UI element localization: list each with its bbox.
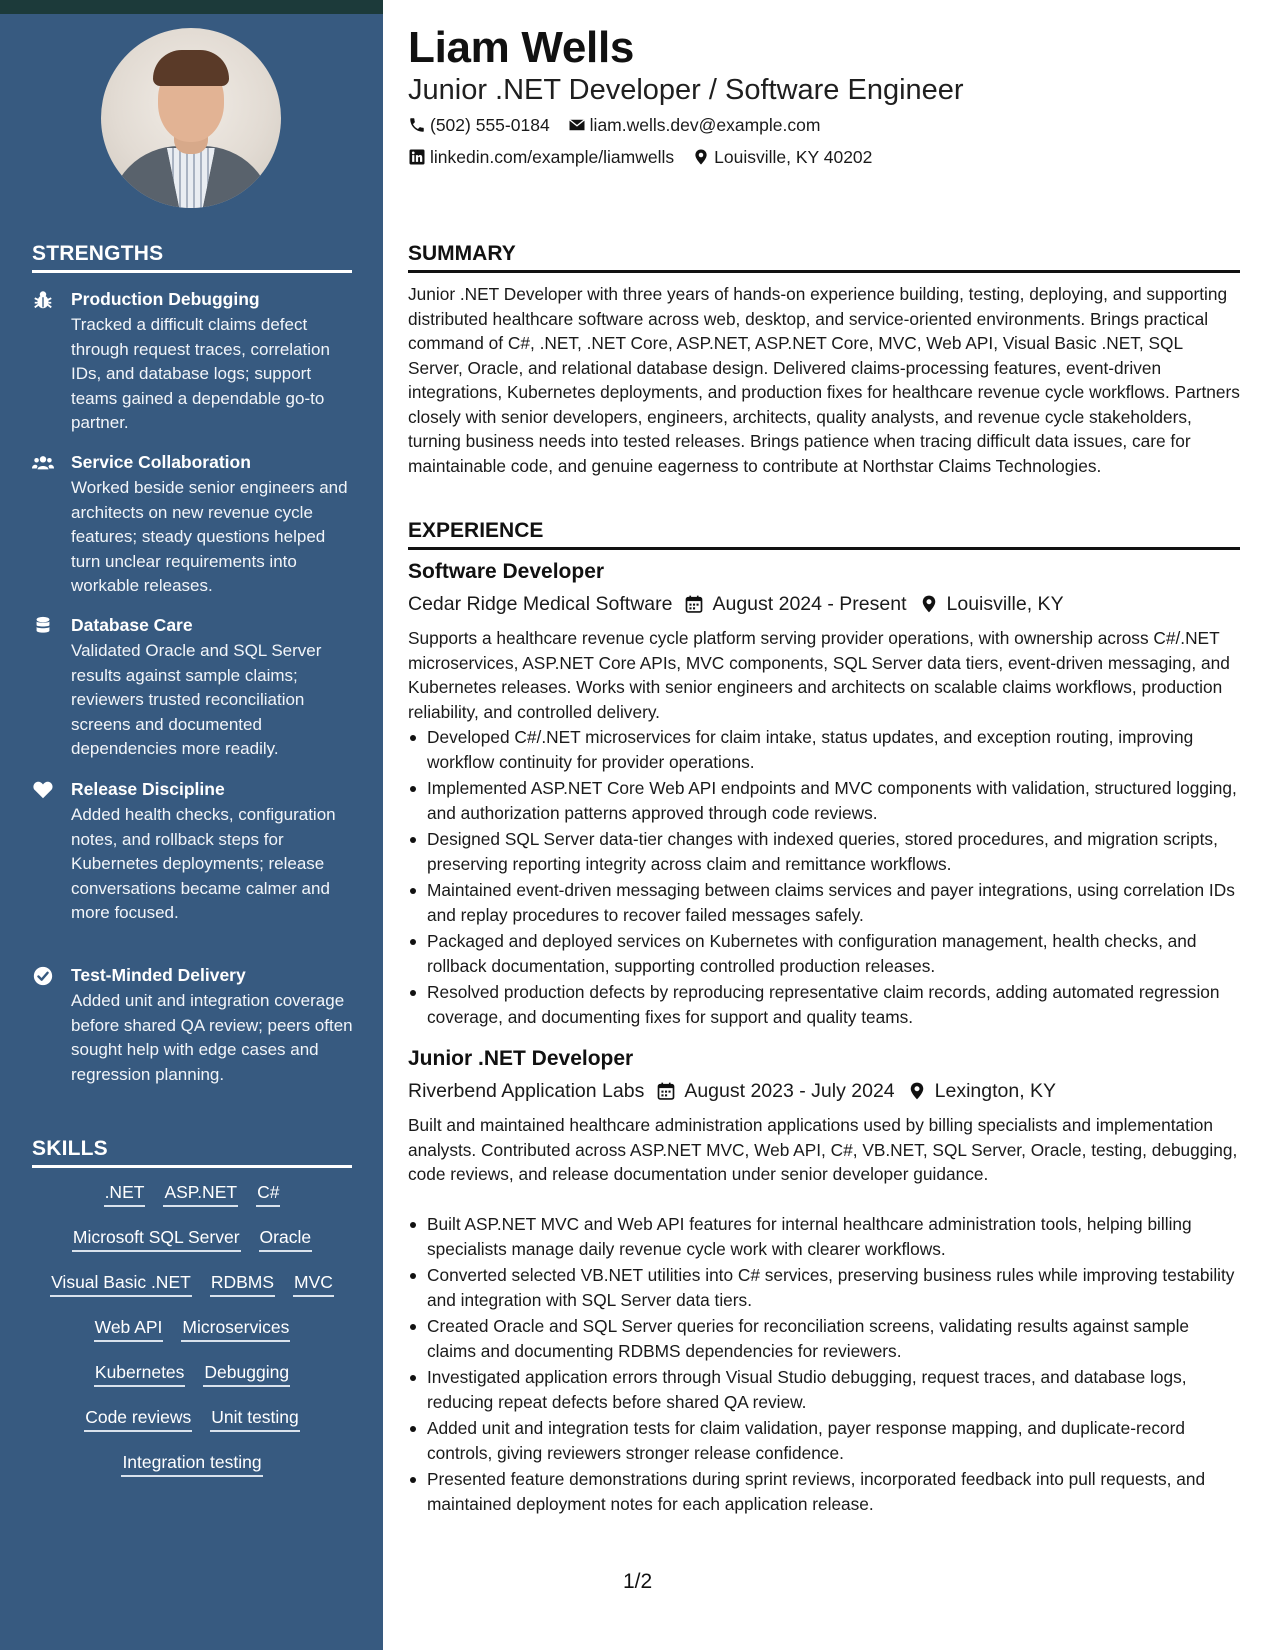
map-pin-icon [919,594,939,614]
bug-icon [32,289,54,311]
strength-title: Database Care [71,615,193,635]
skill-tag: Microsoft SQL Server [72,1225,241,1252]
skill-tag: C# [256,1180,280,1207]
map-pin-icon [692,148,710,166]
skill-row [32,1360,352,1405]
skill-row [32,1315,352,1360]
job-company: Riverbend Application Labs [408,1080,645,1102]
skill-row [32,1270,352,1315]
skill-tag: Oracle [259,1225,313,1252]
skill-tag: Microservices [181,1315,290,1342]
job-bullet: Resolved production defects by reproducing representative claim records, adding automated regression coverage, and documenting fixes for support and quality teams. [408,980,1240,1029]
job-bullet: Created Oracle and SQL Server queries for reconciliation screens, validating results against sample claims and documenting RDBMS dependencies for reviewers. [408,1314,1240,1363]
experience-heading: EXPERIENCE [408,519,1240,550]
job-bullets [408,725,1240,1031]
strength-description: Added unit and integration coverage before shared QA review; peers often sought help with edge cases and regression planning. [71,991,353,1084]
job-dates: August 2023 - July 2024 [684,1080,895,1102]
job-title: Software Developer [408,560,605,583]
job-bullets [408,1212,1240,1518]
linkedin-icon [408,148,426,166]
email-item [568,113,821,137]
sidebar [0,0,383,1650]
job-bullet: Designed SQL Server data-tier changes with indexed queries, stored procedures, and migration scripts, preserving reporting integrity across claim and remittance workflows. [408,827,1240,876]
check-circle-icon [32,965,54,987]
email-text[interactable]: liam.wells.dev@example.com [589,115,821,135]
contact-row [408,113,820,137]
strength-title: Service Collaboration [71,452,251,472]
skill-tag: Debugging [203,1360,290,1387]
skill-tag: ASP.NET [163,1180,238,1207]
skill-tag: Code reviews [84,1405,192,1432]
phone-text[interactable]: (502) 555-0184 [430,115,550,135]
envelope-icon [568,116,586,134]
candidate-headline: Junior .NET Developer / Software Engineer [408,74,964,106]
strength-title: Production Debugging [71,289,260,309]
strengths-heading: STRENGTHS [32,242,352,273]
job-bullet: Built ASP.NET MVC and Web API features for internal healthcare administration tools, helping billing specialists manage daily revenue cycle work with clearer workflows. [408,1212,1240,1261]
database-icon [32,615,54,637]
job-summary: Built and maintained healthcare administration applications used by billing specialists and implementation analysts. Contributed across ASP.NET MVC, Web API, C#, VB.NET, SQL Server, Oracle, testing, debugging, code reviews, and release documentation under senior developer guidance. [408,1115,1238,1184]
job-location: Lexington, KY [934,1080,1057,1102]
calendar-icon [656,1081,676,1101]
phone-icon [408,116,426,134]
skill-row [32,1180,352,1225]
skill-tag: Integration testing [121,1450,262,1477]
users-icon [32,452,54,474]
map-pin-icon [907,1081,927,1101]
skill-tag: MVC [293,1270,334,1297]
job-bullet: Implemented ASP.NET Core Web API endpoints and MVC components with validation, structured logging, and authorization patterns approved through code reviews. [408,776,1240,825]
sidebar-top-bar [0,0,383,14]
strength-description: Tracked a difficult claims defect through request traces, correlation IDs, and database logs; support teams gained a dependable go-to partner. [71,315,330,432]
strength-title: Release Discipline [71,779,225,799]
job-company: Cedar Ridge Medical Software [408,593,673,615]
linkedin-item [408,145,674,169]
calendar-icon [684,594,704,614]
candidate-name: Liam Wells [408,23,635,72]
skill-row [32,1405,352,1450]
job-bullet: Investigated application errors through Visual Studio debugging, request traces, and database logs, reducing repeat defects before shared QA review. [408,1365,1240,1414]
job-bullet: Developed C#/.NET microservices for claim intake, status updates, and exception routing, improving workflow continuity for provider operations. [408,725,1240,774]
strength-title: Test-Minded Delivery [71,965,246,985]
heart-icon [32,779,54,801]
skills-heading: SKILLS [32,1137,352,1168]
linkedin-text[interactable]: linkedin.com/example/liamwells [430,147,675,167]
strength-description: Added health checks, configuration notes, and rollback steps for Kubernetes deployments; release conversations became calmer and more focused. [71,805,336,922]
skill-tag: Unit testing [210,1405,300,1432]
job-bullet: Packaged and deployed services on Kubernetes with configuration management, health checks, and rollback documentation, supporting controlled production releases. [408,929,1240,978]
job-location: Louisville, KY [946,593,1064,615]
job-meta [408,1078,1056,1104]
skill-row [32,1225,352,1270]
phone-item [408,113,550,137]
skill-tag: Kubernetes [94,1360,186,1387]
skills-list [32,1180,352,1495]
location-item [692,145,872,169]
job-summary: Supports a healthcare revenue cycle platform serving provider operations, with ownership across C#/.NET microservices, ASP.NET Core APIs, MVC components, SQL Server data tiers, event-driven messaging, and Kubernetes releases. Works with senior engineers and architects on scalable claims workflows, production reliability, and controlled delivery. [408,628,1230,722]
skill-tag: .NET [104,1180,146,1207]
job-title: Junior .NET Developer [408,1047,634,1070]
strength-description: Validated Oracle and SQL Server results against sample claims; reviewers trusted reconciliation screens and documented dependencies more readily. [71,641,322,758]
job-meta [408,591,1064,617]
contact-row [408,145,872,169]
skill-tag: Visual Basic .NET [50,1270,192,1297]
summary-text: Junior .NET Developer with three years of hands-on experience building, testing, deploying, and supporting distributed healthcare software across web, desktop, and service-oriented environments. Brings practical command of C#, .NET, .NET Core, ASP.NET, ASP.NET Core, MVC, Web API, Visual Basic .NET, SQL Server, Oracle, and relational database design. Delivered claims-processing features, event-driven integrations, Kubernetes deployments, and production fixes for healthcare revenue cycle workflows. Partners closely with senior developers, engineers, architects, quality analysts, and revenue cycle stakeholders, turning business needs into tested releases. Brings patience when tracing difficult data issues, care for maintainable code, and genuine eagerness to contribute at Northstar Claims Technologies. [408,284,1240,476]
location-text: Louisville, KY 40202 [714,147,873,167]
profile-photo [101,28,281,208]
skill-row [32,1450,352,1495]
skill-tag: Web API [94,1315,164,1342]
page-number: 1/2 [623,1570,653,1593]
summary-heading: SUMMARY [408,242,1240,273]
job-bullet: Maintained event-driven messaging between claims services and payer integrations, using correlation IDs and replay procedures to recover failed messages safely. [408,878,1240,927]
job-dates: August 2024 - Present [712,593,907,615]
job-bullet: Presented feature demonstrations during sprint reviews, incorporated feedback into pull requests, and maintained deployment notes for each application release. [408,1467,1240,1516]
job-bullet: Converted selected VB.NET utilities into C# services, preserving business rules while improving testability and integration with SQL Server data tiers. [408,1263,1240,1312]
skill-tag: RDBMS [210,1270,275,1297]
strength-description: Worked beside senior engineers and architects on new revenue cycle features; steady questions helped turn unclear requirements into workable releases. [71,478,348,595]
job-bullet: Added unit and integration tests for claim validation, payer response mapping, and duplicate-record controls, giving reviewers stronger release confidence. [408,1416,1240,1465]
